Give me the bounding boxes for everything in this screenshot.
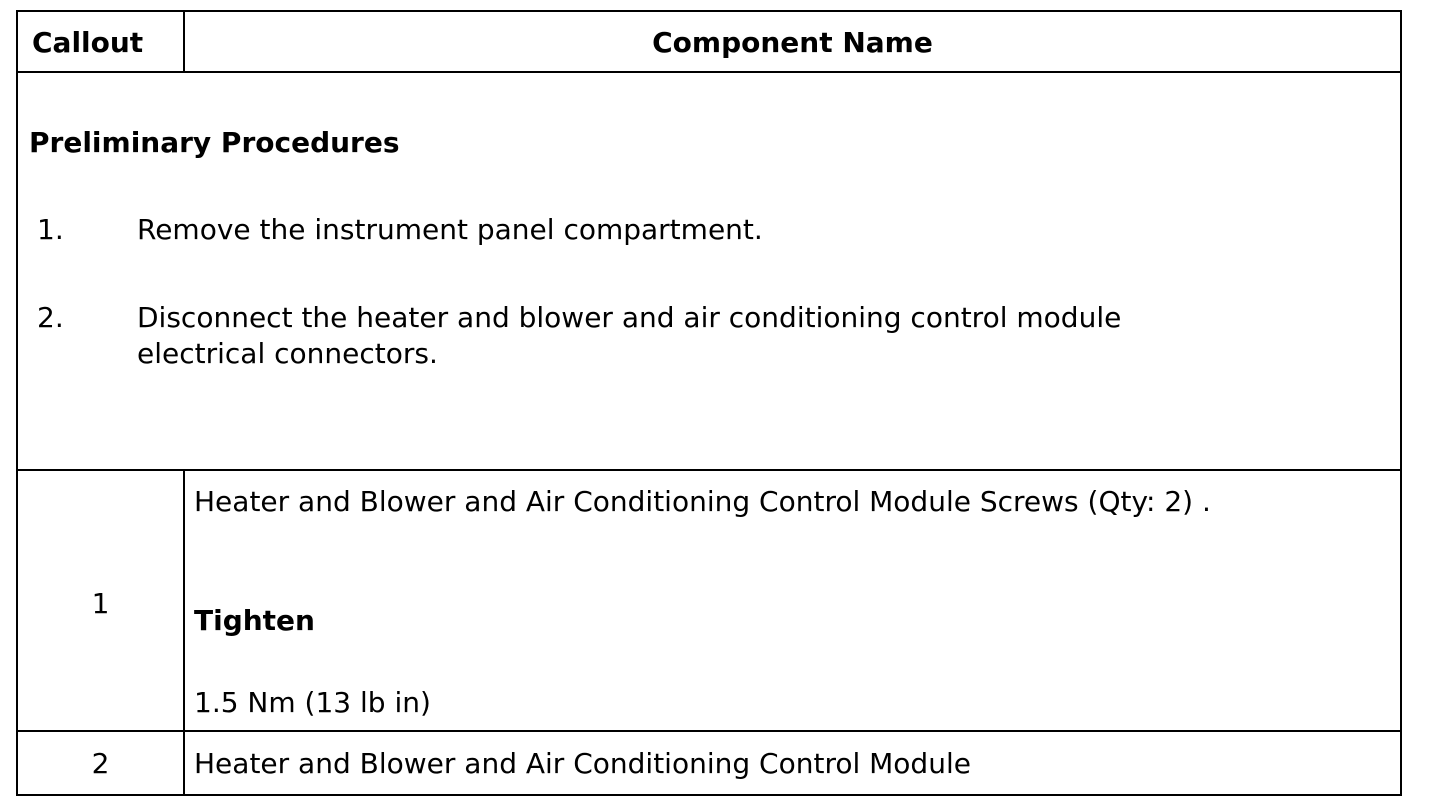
callout-number: 1 — [91, 587, 110, 620]
procedure-table — [16, 10, 1402, 796]
callout-header: Callout — [32, 26, 144, 59]
step-text-continued: electrical connectors. — [137, 337, 438, 370]
step-number: 1. — [37, 213, 64, 246]
step-text: Disconnect the heater and blower and air conditioning control module — [137, 301, 1122, 334]
torque-spec: 1.5 Nm (13 lb in) — [194, 686, 431, 719]
preliminary-divider — [18, 469, 1400, 471]
tighten-label: Tighten — [194, 604, 315, 637]
step-number: 2. — [37, 301, 64, 334]
component-name-header: Component Name — [652, 26, 933, 59]
header-divider — [18, 71, 1400, 73]
rows-column-divider — [183, 469, 185, 796]
row-divider — [18, 730, 1400, 732]
component-name: Heater and Blower and Air Conditioning Control Module Screws (Qty: 2) . — [194, 485, 1211, 518]
step-text: Remove the instrument panel compartment. — [137, 213, 763, 246]
preliminary-heading: Preliminary Procedures — [29, 126, 400, 159]
component-name: Heater and Blower and Air Conditioning Control Module — [194, 747, 971, 780]
callout-number: 2 — [91, 747, 110, 780]
